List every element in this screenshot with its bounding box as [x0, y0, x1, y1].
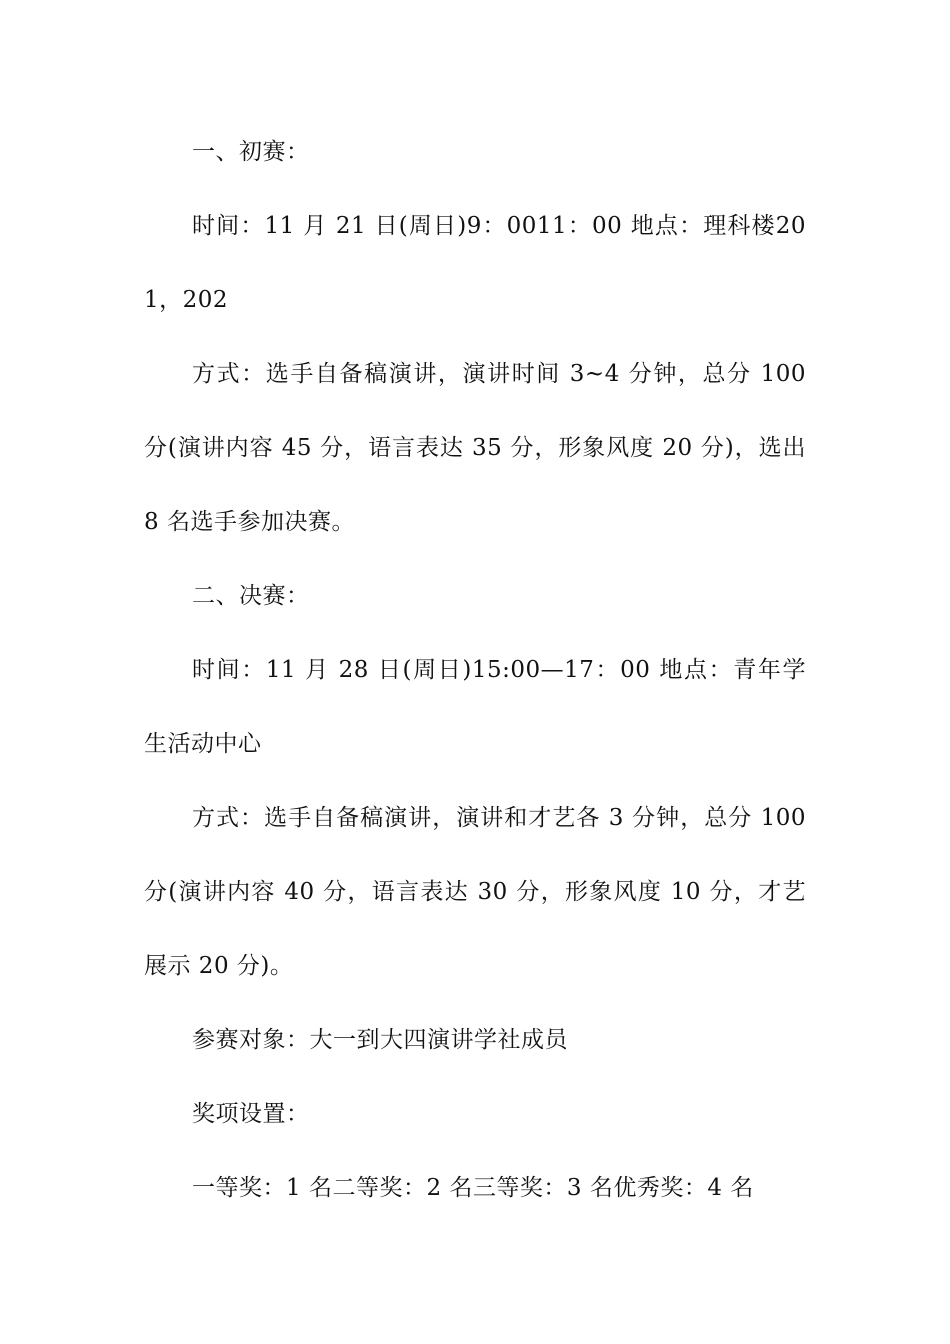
heading-preliminary: 一、初赛： [192, 139, 310, 165]
awards-list: 一等奖：1 名二等奖：2 名三等奖：3 名优秀奖：4 名 [192, 1175, 754, 1201]
final-time-location: 时间：11 月 28 日(周日)15:00—17：00 地点：青年学生活动中心 [144, 657, 806, 757]
preliminary-format: 方式：选手自备稿演讲，演讲时间 3~4 分钟，总分 100 分(演讲内容 45 分，语言表达 35 分，形象风度 20 分)，选出 8 名选手参加决赛。 [144, 361, 806, 535]
final-format: 方式：选手自备稿演讲，演讲和才艺各 3 分钟，总分 100 分(演讲内容 40 分，语言表达 30 分，形象风度 10 分，才艺展示 20 分)。 [144, 805, 806, 979]
document-body [144, 115, 806, 1225]
participants: 参赛对象：大一到大四演讲学社成员 [192, 1027, 568, 1053]
heading-final: 二、决赛： [192, 583, 310, 609]
awards-heading: 奖项设置： [192, 1101, 310, 1127]
preliminary-time-location: 时间：11 月 21 日(周日)9：0011：00 地点：理科楼201，202 [144, 213, 806, 313]
